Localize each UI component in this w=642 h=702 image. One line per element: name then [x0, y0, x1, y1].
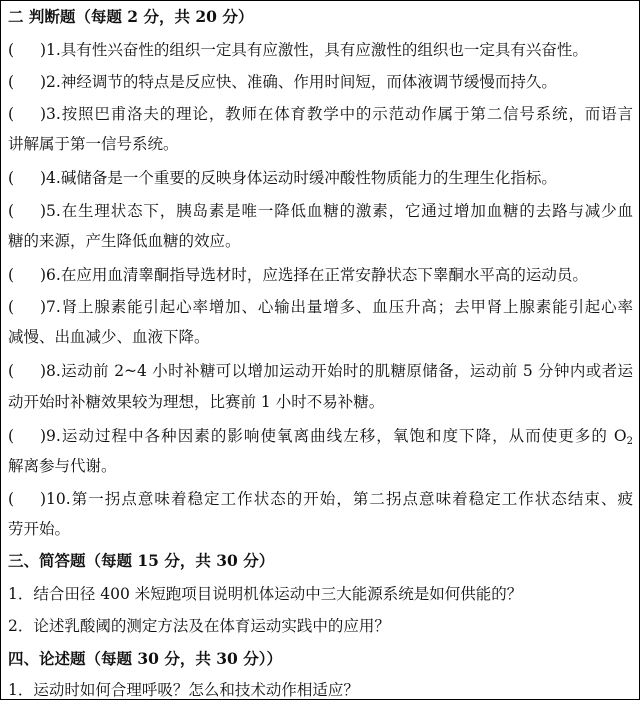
judge-item-9: ( )9.运动过程中各种因素的影响使氧离曲线左移，氧饱和度下降，从而使更多的 $O_2$: [8, 427, 633, 447]
judge-item-8: ( )8.运动前 2~4 小时补糖可以增加运动开始时的肌糖原储备，运动前 5 分钟内或者运: [8, 362, 633, 380]
judge-item-5: ( )5.在生理状态下，胰岛素是唯一降低血糖的激素，它通过增加血糖的去路与减少血: [8, 202, 633, 220]
judge-item-10: ( )10.第一拐点意味着稳定工作状态的开始，第二拐点意味着稳定工作状态结束、疲: [8, 490, 633, 508]
short-item-1: 1．结合田径 400 米短跑项目说明机体运动中三大能源系统是如何供能的？: [8, 585, 523, 603]
judge-item-4: ( )4.碱储备是一个重要的反映身体运动时缓冲酸性物质能力的生理生化指标。: [8, 169, 557, 187]
judge-item-5-cont: 糖的来源，产生降低血糖的效应。: [8, 232, 241, 250]
judge-item-7: ( )7.肾上腺素能引起心率增加、心输出量增多、血压升高；去甲肾上腺素能引起心率: [8, 298, 633, 316]
section-header-judge: 二 判断题（每题 2 分，共 20 分）: [8, 7, 254, 26]
judge-item-9-cont: 解离参与代谢。: [8, 457, 117, 475]
short-item-2: 2．论述乳酸阈的测定方法及在体育运动实践中的应用？: [8, 617, 390, 635]
judge-item-1: ( )1.具有性兴奋性的组织一定具有应激性，具有应激性的组织也一定具有兴奋性。: [8, 41, 588, 59]
judge-item-2: ( )2.神经调节的特点是反应快、准确、作用时间短，而体液调节缓慢而持久。: [8, 73, 557, 91]
judge-item-8-cont: 动开始时补糖效果较为理想，比赛前 1 小时不易补糖。: [8, 393, 385, 411]
judge-item-7-cont: 减慢、出血减少、血液下降。: [8, 328, 210, 346]
section-header-essay: 四、论述题（每题 30 分，共 30 分））: [8, 649, 282, 668]
essay-item-1: 1．运动时如何合理呼吸？怎么和技术动作相适应？: [8, 681, 359, 699]
judge-item-6: ( )6.在应用血清睾酮指导选材时，应选择在正常安静状态下睾酮水平高的运动员。: [8, 266, 588, 284]
section-header-short: 三、简答题（每题 15 分，共 30 分）: [8, 551, 275, 570]
judge-item-3: ( )3.按照巴甫洛夫的理论，教师在体育教学中的示范动作属于第二信号系统，而语言: [8, 105, 633, 123]
judge-item-3-cont: 讲解属于第一信号系统。: [8, 135, 179, 153]
judge-item-10-cont: 劳开始。: [8, 520, 71, 538]
oxygen-subscript: 2: [626, 436, 633, 447]
